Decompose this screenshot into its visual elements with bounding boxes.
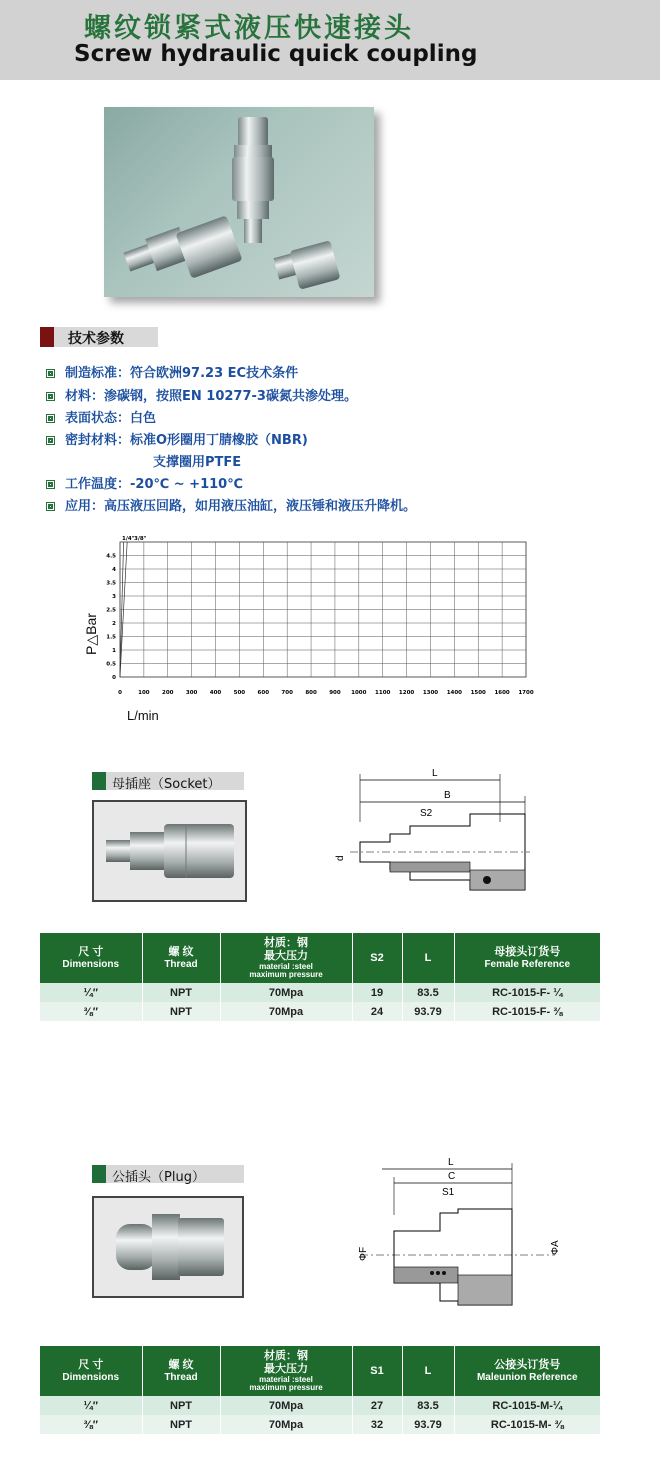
plug-photo: [92, 1196, 244, 1298]
chart-x-tick-label: 1300: [422, 690, 439, 696]
plug-dim-S1: S1: [442, 1187, 455, 1198]
bullet-icon: [46, 502, 55, 511]
page-title-english: Screw hydraulic quick coupling: [74, 41, 478, 67]
bullet-icon: [46, 436, 55, 445]
chart-y-ticks: [106, 554, 116, 682]
plug-dim-L: L: [448, 1157, 454, 1168]
header-s1: S1: [352, 1346, 402, 1396]
chart-y-tick-label: 1: [112, 648, 116, 654]
chart-y-tick-label: 4.5: [106, 553, 116, 560]
table-row: ¼″ NPT 70Mpa 27 83.5 RC-1015-M-¼: [40, 1396, 600, 1415]
chart-y-axis-label: P△Bar: [83, 613, 99, 655]
spec-item-seal: 密封材料：标准O形圈用丁腈橡胶（NBR): [46, 429, 308, 448]
plug-illustration: [94, 1198, 242, 1296]
socket-section-title: 母插座（Socket）: [112, 777, 221, 792]
flow-pressure-chart: [83, 532, 540, 727]
spec-item-seal-extra: 支撑圈用PTFE: [153, 455, 242, 470]
socket-spec-table: [40, 933, 600, 1021]
chart-y-tick-label: 3: [112, 594, 116, 600]
chart-x-tick-label: 1600: [494, 690, 510, 696]
table-row: ⅜″ NPT 70Mpa 32 93.79 RC-1015-M- ⅜: [40, 1415, 600, 1434]
plug-dim-A: ΦA: [550, 1240, 561, 1255]
chart-x-tick-label: 0: [118, 690, 122, 696]
bullet-icon: [46, 414, 55, 423]
plug-dim-F: ΦF: [358, 1246, 369, 1261]
socket-illustration: [94, 802, 245, 900]
page-title-chinese: 螺纹锁紧式液压快速接头: [84, 13, 414, 44]
specs-section-title: 技术参数: [68, 331, 124, 347]
header-material: 材质：钢 最大压力 material :steel maximum pressure: [220, 933, 352, 983]
plug-technical-drawing: [350, 1155, 560, 1315]
header-s2: S2: [352, 933, 402, 983]
chart-x-tick-label: 1000: [351, 690, 367, 696]
table-header-row: [40, 1346, 600, 1396]
spec-item-temperature: 工作温度：-20℃ ~ +110℃: [46, 473, 243, 492]
chart-x-tick-label: 200: [162, 690, 174, 696]
header-thread: 螺 纹 Thread: [142, 933, 220, 983]
chart-y-tick-label: 1.5: [106, 634, 116, 641]
table-header-row: [40, 933, 600, 983]
header-l: L: [402, 933, 454, 983]
table-row: ⅜″ NPT 70Mpa 24 93.79 RC-1015-F- ⅜: [40, 1002, 600, 1021]
chart-y-tick-label: 2: [112, 621, 116, 627]
chart-y-tick-label: 2.5: [106, 607, 116, 614]
chart-x-tick-label: 300: [185, 690, 198, 696]
chart-x-tick-label: 1400: [446, 690, 463, 696]
spec-item-standard: 制造标准：符合欧洲97.23 EC技术条件: [46, 362, 298, 381]
spec-item-application: 应用：高压液压回路，如用液压油缸，液压锤和液压升降机。: [46, 495, 416, 514]
socket-photo: [92, 800, 247, 902]
socket-dim-d: d: [335, 855, 346, 861]
bullet-icon: [46, 392, 55, 401]
header-reference: 母接头订货号 Female Reference: [454, 933, 600, 983]
header-dimensions: 尺 寸 Dimensions: [40, 933, 142, 983]
socket-dim-L: L: [432, 768, 438, 779]
chart-x-tick-label: 700: [281, 690, 293, 696]
plug-section-title: 公插头（Plug）: [112, 1170, 205, 1185]
chart-x-tick-label: 500: [233, 690, 246, 696]
product-photo: [104, 107, 374, 297]
chart-y-tick-label: 4: [112, 567, 116, 573]
socket-dim-B: B: [444, 790, 451, 801]
chart-x-tick-label: 600: [257, 690, 270, 696]
header-material: 材质：钢 最大压力 material :steel maximum pressure: [220, 1346, 352, 1396]
header-l: L: [402, 1346, 454, 1396]
chart-legend-entry: 3/8": [134, 536, 147, 542]
plug-spec-table: [40, 1346, 600, 1434]
chart-y-tick-label: 3.5: [106, 580, 116, 587]
header-reference: 公接头订货号 Maleunion Reference: [454, 1346, 600, 1396]
chart-x-tick-label: 1200: [398, 690, 415, 696]
plug-section-marker: [92, 1165, 106, 1183]
chart-x-tick-label: 100: [138, 690, 150, 696]
chart-x-tick-label: 1500: [470, 690, 486, 696]
bullet-icon: [46, 480, 55, 489]
chart-x-tick-label: 1700: [518, 690, 534, 696]
table-row: ¼″ NPT 70Mpa 19 83.5 RC-1015-F- ¼: [40, 983, 600, 1002]
chart-x-tick-label: 1100: [375, 690, 391, 696]
chart-x-tick-label: 900: [329, 690, 341, 696]
chart-y-tick-label: 0: [112, 675, 116, 681]
socket-technical-drawing: [330, 762, 530, 897]
chart-x-ticks: [118, 690, 534, 696]
socket-dim-S2: S2: [420, 808, 433, 819]
spec-item-material: 材料：渗碳钢，按照EN 10277-3碳氮共渗处理。: [46, 385, 357, 404]
bullet-icon: [46, 369, 55, 378]
header-dimensions: 尺 寸 Dimensions: [40, 1346, 142, 1396]
chart-x-axis-label: L/min: [127, 708, 159, 723]
chart-x-tick-label: 800: [305, 690, 317, 696]
chart-legend-entry: 1/4": [122, 536, 135, 542]
product-photo-illustration: [104, 107, 374, 297]
specs-section-marker: [40, 327, 54, 347]
chart-y-tick-label: 0.5: [106, 661, 116, 668]
socket-section-marker: [92, 772, 106, 790]
chart-x-tick-label: 400: [209, 690, 222, 696]
spec-item-surface: 表面状态：白色: [46, 407, 156, 426]
chart-grid: [120, 542, 526, 677]
header-thread: 螺 纹 Thread: [142, 1346, 220, 1396]
chart-legend: [122, 536, 147, 542]
plug-dim-C: C: [448, 1171, 456, 1182]
